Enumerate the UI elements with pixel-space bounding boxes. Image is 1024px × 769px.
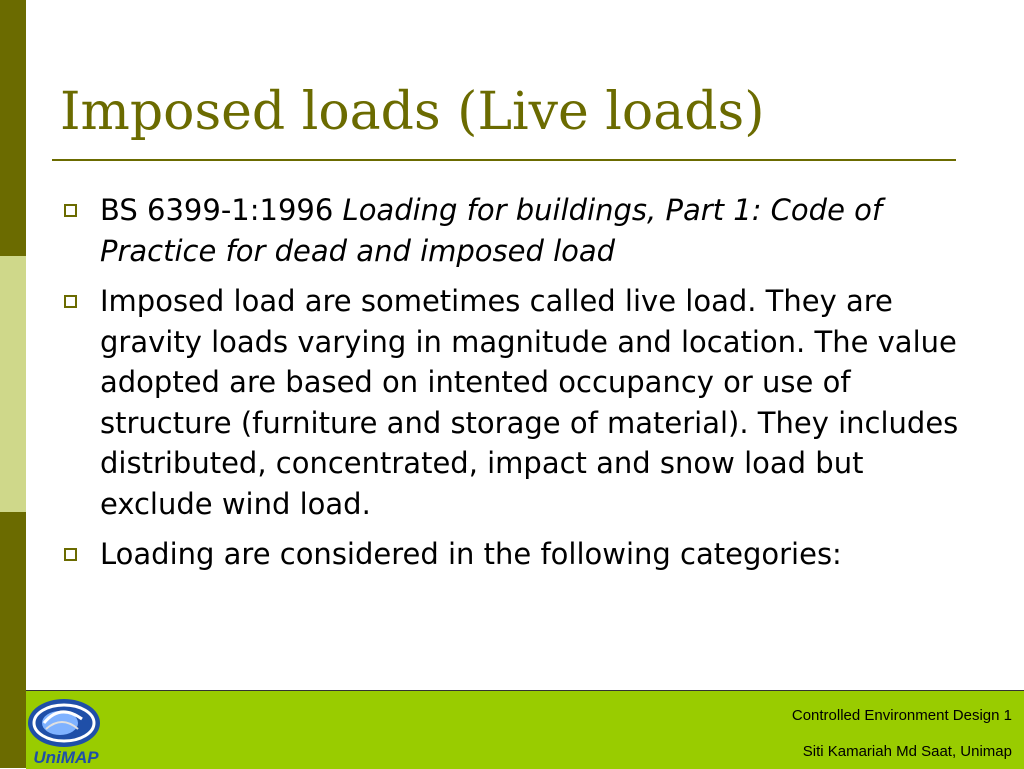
logo-wordmark: UniMAP xyxy=(33,748,99,767)
bullet-italic-text: Loading for buildings, Part 1: Code of Practice for dead and imposed load xyxy=(100,193,883,268)
footer-author: Siti Kamariah Md Saat, Unimap xyxy=(802,743,1012,760)
bullet-text xyxy=(100,537,842,571)
bullet-plain-text: Loading are considered in the following categories: xyxy=(100,537,842,571)
square-bullet-icon xyxy=(64,295,77,308)
title-underline xyxy=(52,159,956,161)
unimap-logo-icon xyxy=(26,693,106,767)
footer-course-title: Controlled Environment Design 1 xyxy=(791,707,1012,724)
bullet-item-1 xyxy=(62,190,962,271)
bullet-list xyxy=(62,190,962,585)
slide-title: Imposed loads (Live loads) xyxy=(60,82,765,142)
bullet-text xyxy=(100,284,958,521)
left-bar-segment-top xyxy=(0,0,26,256)
bullet-text xyxy=(100,193,882,268)
slide-footer xyxy=(26,690,1024,769)
left-accent-bar xyxy=(0,0,26,768)
bullet-plain-text: Imposed load are sometimes called live load. They are gravity loads varying in magnitude and location. The value adopted are based on intented occupancy or use of structure (furniture and storage of material). They includes distributed, concentrated, impact and snow load but exclude wind load. xyxy=(100,284,959,521)
bullet-plain-text: BS 6399-1:1996 xyxy=(100,193,343,227)
square-bullet-icon xyxy=(64,204,77,217)
left-bar-segment-middle xyxy=(0,256,26,512)
bullet-item-2 xyxy=(62,281,962,524)
bullet-item-3 xyxy=(62,534,962,575)
square-bullet-icon xyxy=(64,548,77,561)
left-bar-segment-bottom xyxy=(0,512,26,768)
